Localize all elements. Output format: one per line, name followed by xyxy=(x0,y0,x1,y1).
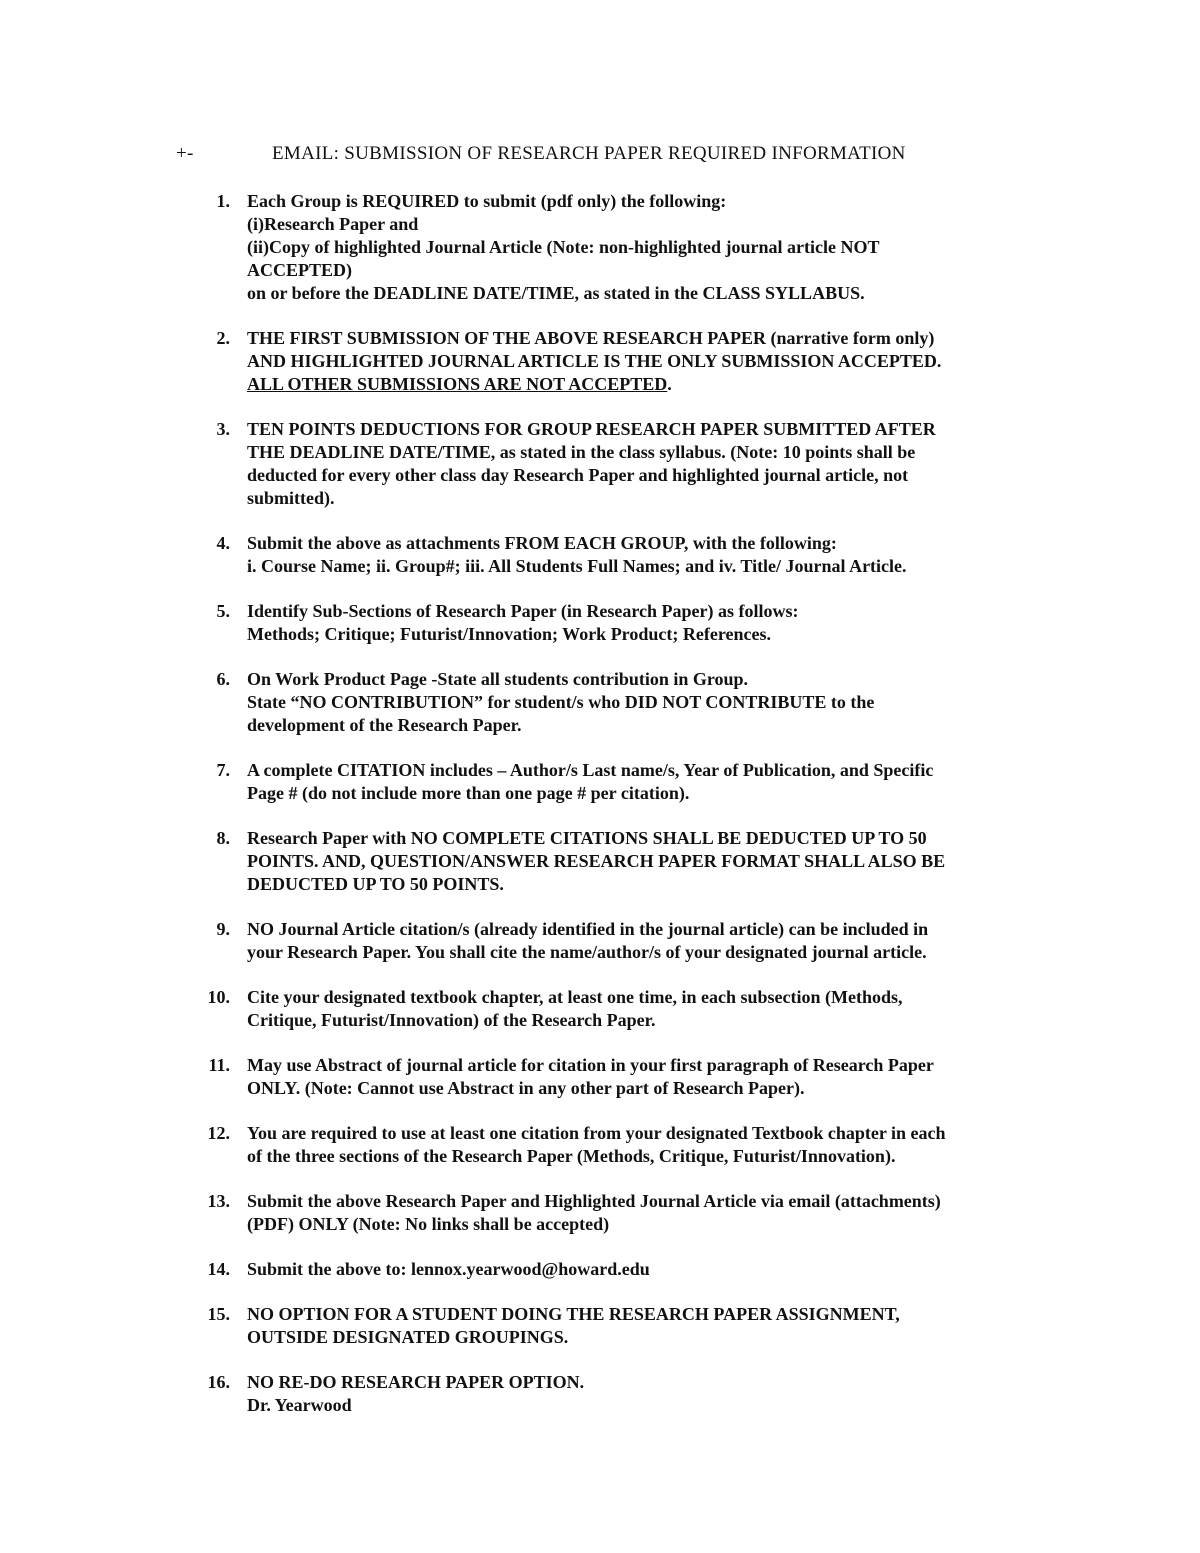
item-number: 13. xyxy=(207,1191,230,1211)
item-line: your Research Paper. You shall cite the name/author/s of your designated journal article. xyxy=(247,942,927,962)
list-item-8 xyxy=(0,827,1017,896)
item-line: Each Group is REQUIRED to submit (pdf only) the following: xyxy=(247,191,727,211)
item-line: POINTS. AND, QUESTION/ANSWER RESEARCH PAPER FORMAT SHALL ALSO BE xyxy=(247,851,946,871)
item-number: 2. xyxy=(216,328,230,348)
item-line: ONLY. (Note: Cannot use Abstract in any other part of Research Paper). xyxy=(247,1078,805,1098)
item-line: TEN POINTS DEDUCTIONS FOR GROUP RESEARCH PAPER SUBMITTED AFTER xyxy=(247,419,936,439)
item-number: 1. xyxy=(216,191,230,211)
list-item-1 xyxy=(0,190,1017,305)
item-line: NO RE-DO RESEARCH PAPER OPTION. xyxy=(247,1372,585,1392)
item-line: submitted). xyxy=(247,488,335,508)
list-item-7 xyxy=(0,759,1017,805)
item-number: 16. xyxy=(207,1372,230,1392)
item-line: A complete CITATION includes – Author/s Last name/s, Year of Publication, and Specific xyxy=(247,760,934,780)
underlined-text: ALL OTHER SUBMISSIONS ARE NOT ACCEPTED xyxy=(247,374,668,394)
requirements-list xyxy=(0,190,1200,1439)
item-number: 5. xyxy=(216,601,230,621)
list-item-11 xyxy=(0,1054,1017,1100)
item-number: 6. xyxy=(216,669,230,689)
item-line: Methods; Critique; Futurist/Innovation; Work Product; References. xyxy=(247,624,771,644)
item-number: 7. xyxy=(216,760,230,780)
list-item-13 xyxy=(0,1190,1017,1236)
item-line: DEDUCTED UP TO 50 POINTS. xyxy=(247,874,504,894)
list-item-5 xyxy=(0,600,1017,646)
item-number: 4. xyxy=(216,533,230,553)
document-heading xyxy=(176,143,1056,167)
item-number: 14. xyxy=(207,1259,230,1279)
item-line: (PDF) ONLY (Note: No links shall be accepted) xyxy=(247,1214,610,1234)
item-line: State “NO CONTRIBUTION” for student/s who DID NOT CONTRIBUTE to the xyxy=(247,692,875,712)
item-line: Identify Sub-Sections of Research Paper (in Research Paper) as follows: xyxy=(247,601,799,621)
item-line: AND HIGHLIGHTED JOURNAL ARTICLE IS THE ONLY SUBMISSION ACCEPTED. xyxy=(247,351,942,371)
list-item-4 xyxy=(0,532,1017,578)
item-line: Submit the above Research Paper and Highlighted Journal Article via email (attachments) xyxy=(247,1191,941,1211)
signature-line: Dr. Yearwood xyxy=(247,1395,352,1415)
item-line: May use Abstract of journal article for citation in your first paragraph of Research Paper xyxy=(247,1055,934,1075)
underlined-suffix: . xyxy=(667,374,672,394)
item-line: Submit the above to: lennox.yearwood@howard.edu xyxy=(247,1259,650,1279)
item-line: NO Journal Article citation/s (already identified in the journal article) can be included in xyxy=(247,919,929,939)
item-line: on or before the DEADLINE DATE/TIME, as stated in the CLASS SYLLABUS. xyxy=(247,283,865,303)
item-line-underlined xyxy=(247,373,1017,396)
item-line: (ii)Copy of highlighted Journal Article (Note: non-highlighted journal article NOT xyxy=(247,237,880,257)
item-line: Submit the above as attachments FROM EACH GROUP, with the following: xyxy=(247,533,837,553)
item-line: NO OPTION FOR A STUDENT DOING THE RESEARCH PAPER ASSIGNMENT, xyxy=(247,1304,900,1324)
item-line: i. Course Name; ii. Group#; iii. All Students Full Names; and iv. Title/ Journal Article. xyxy=(247,556,907,576)
list-item-15 xyxy=(0,1303,1017,1349)
list-item-9 xyxy=(0,918,1017,964)
item-line: of the three sections of the Research Paper (Methods, Critique, Futurist/Innovation). xyxy=(247,1146,896,1166)
list-item-16 xyxy=(0,1371,1017,1417)
item-line: THE FIRST SUBMISSION OF THE ABOVE RESEARCH PAPER (narrative form only) xyxy=(247,328,935,348)
item-number: 3. xyxy=(216,419,230,439)
item-number: 8. xyxy=(216,828,230,848)
list-item-6 xyxy=(0,668,1017,737)
list-item-10 xyxy=(0,986,1017,1032)
item-line: THE DEADLINE DATE/TIME, as stated in the class syllabus. (Note: 10 points shall be xyxy=(247,442,916,462)
item-line: ACCEPTED) xyxy=(247,260,353,280)
list-item-14 xyxy=(0,1258,1017,1281)
list-item-2 xyxy=(0,327,1017,396)
item-line: Cite your designated textbook chapter, at least one time, in each subsection (Methods, xyxy=(247,987,903,1007)
item-line: Page # (do not include more than one page # per citation). xyxy=(247,783,690,803)
item-line: Critique, Futurist/Innovation) of the Research Paper. xyxy=(247,1010,656,1030)
item-line: development of the Research Paper. xyxy=(247,715,522,735)
item-line: You are required to use at least one citation from your designated Textbook chapter in each xyxy=(247,1123,946,1143)
item-line: (i)Research Paper and xyxy=(247,214,419,234)
item-number: 10. xyxy=(207,987,230,1007)
item-number: 9. xyxy=(216,919,230,939)
list-item-3 xyxy=(0,418,1017,510)
heading-marker: +- xyxy=(176,143,194,164)
item-number: 11. xyxy=(208,1055,230,1075)
page-title: EMAIL: SUBMISSION OF RESEARCH PAPER REQUIRED INFORMATION xyxy=(272,143,906,164)
item-number: 15. xyxy=(207,1304,230,1324)
item-number: 12. xyxy=(207,1123,230,1143)
item-line: OUTSIDE DESIGNATED GROUPINGS. xyxy=(247,1327,569,1347)
item-line: On Work Product Page -State all students contribution in Group. xyxy=(247,669,749,689)
item-line: Research Paper with NO COMPLETE CITATIONS SHALL BE DEDUCTED UP TO 50 xyxy=(247,828,927,848)
item-line: deducted for every other class day Research Paper and highlighted journal article, not xyxy=(247,465,909,485)
list-item-12 xyxy=(0,1122,1017,1168)
